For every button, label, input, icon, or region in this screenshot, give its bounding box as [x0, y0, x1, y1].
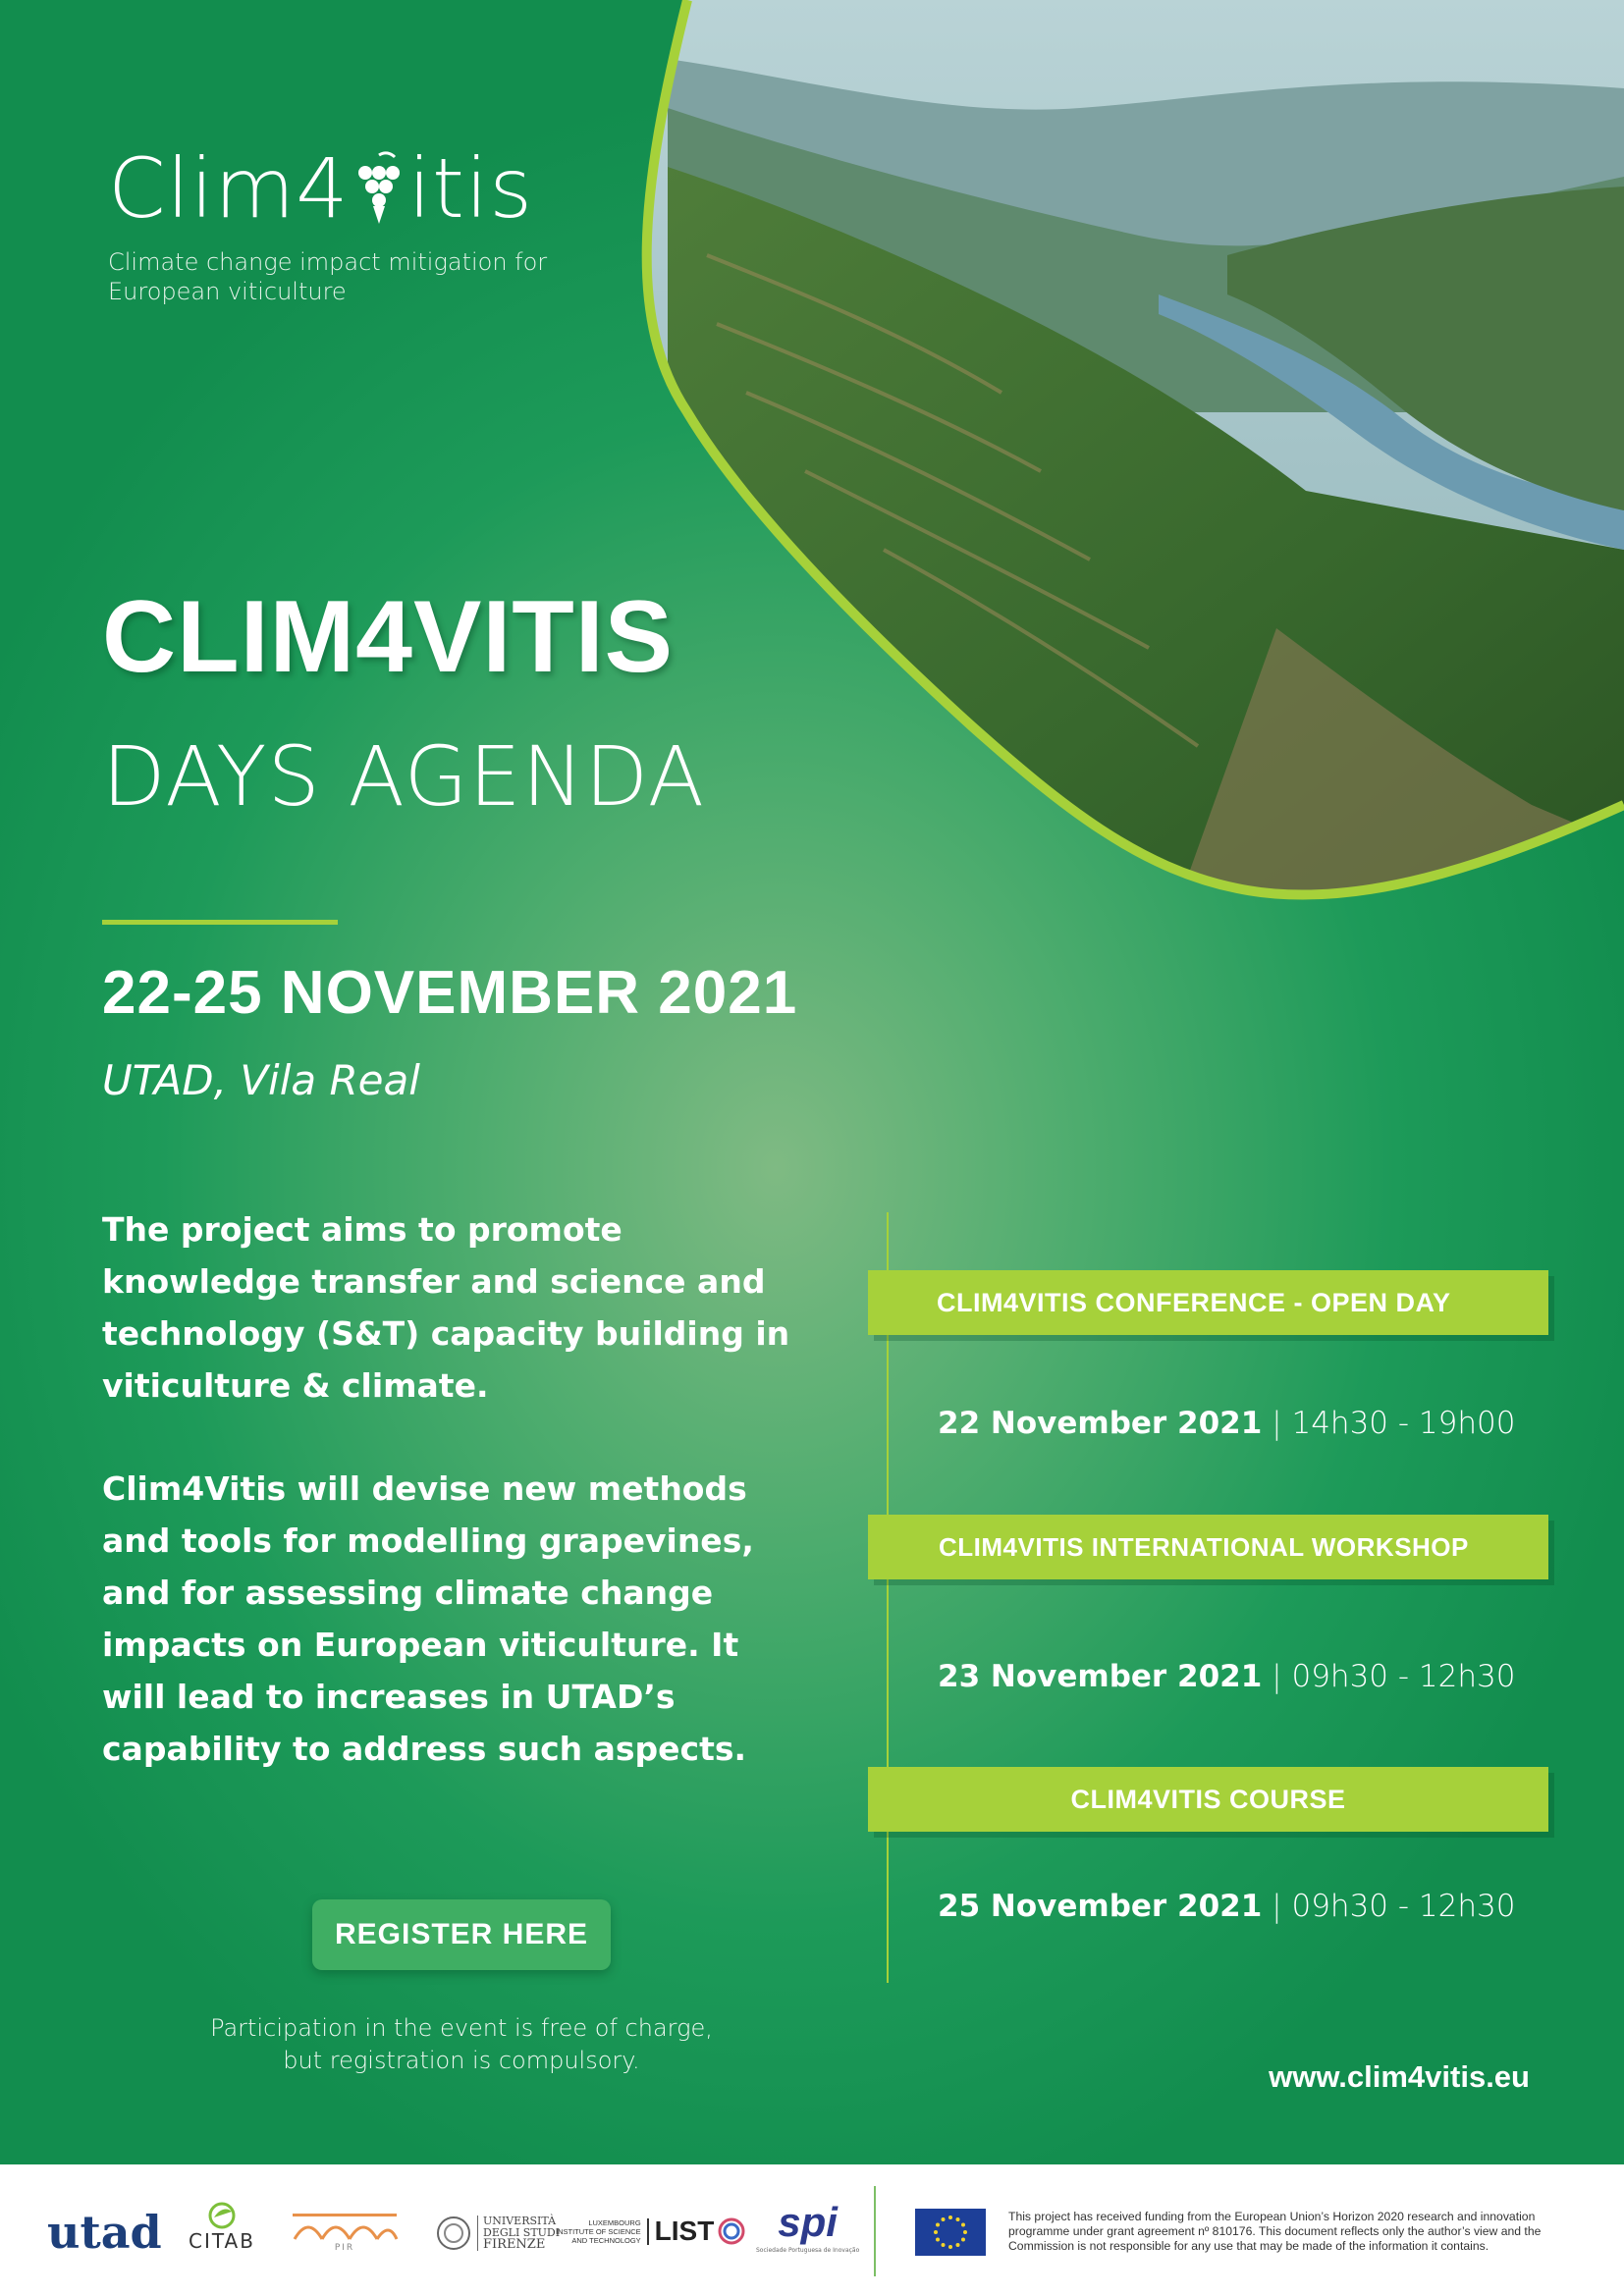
- unifi-seal-icon: [436, 2216, 471, 2251]
- logo-wordmark: [108, 140, 569, 237]
- agenda-date-workshop: [938, 1659, 1515, 1694]
- agenda-time: 14h30 - 19h00: [1291, 1406, 1516, 1441]
- eu-star-icon: [942, 2243, 946, 2247]
- citab-leaf-icon: [204, 2202, 240, 2229]
- eu-star-icon: [961, 2238, 965, 2242]
- agenda-time: 09h30 - 12h30: [1291, 1889, 1516, 1924]
- unifi-line: DEGLI STUDI: [483, 2226, 561, 2239]
- list-line: LUXEMBOURG: [588, 2217, 641, 2227]
- list-label: LIST: [654, 2216, 715, 2246]
- eu-star-icon: [948, 2245, 952, 2249]
- utad-logo: utad: [47, 2206, 162, 2259]
- pir-logo: [291, 2210, 399, 2253]
- unifi-line: UNIVERSITÀ: [483, 2215, 557, 2227]
- event-dates: 22-25 NOVEMBER 2021: [102, 959, 798, 1027]
- logo-tagline: Climate change impact mitigation for European viticulture: [108, 248, 548, 305]
- agenda-time: 09h30 - 12h30: [1291, 1659, 1516, 1694]
- event-venue: UTAD, Vila Real: [102, 1056, 420, 1104]
- agenda-date-conference: [938, 1406, 1515, 1441]
- register-button[interactable]: REGISTER HERE: [312, 1899, 611, 1970]
- agenda-banner-conference: CLIM4VITIS CONFERENCE - OPEN DAY: [868, 1270, 1548, 1335]
- footer: [0, 2164, 1624, 2296]
- unifi-logo: [436, 2216, 560, 2251]
- logo-word-left: Clim4: [108, 140, 350, 237]
- page-title: CLIM4VITIS: [102, 580, 675, 694]
- registration-note: Participation in the event is free of charge, but registration is compulsory.: [210, 2014, 713, 2074]
- agenda-separator: |: [1272, 1889, 1282, 1924]
- clim4vitis-logo: [108, 140, 569, 306]
- description-paragraph: Clim4Vitis will devise new methods and tools for modelling grapevines, and for assessing climate change impacts on European viticulture. It will lead to increases in UTAD’s capability to address such aspects.: [102, 1469, 754, 1768]
- pir-label: PIR: [334, 2243, 355, 2253]
- citab-label: CITAB: [189, 2229, 255, 2253]
- eu-funding-disclaimer: This project has received funding from the European Union’s Horizon 2020 research and innovation programme under grant agreement nº 810176. This document reflects only the author’s view and the Commission is not responsible for any use that may be made of the information it contains.: [1008, 2210, 1542, 2253]
- agenda-banner-workshop: CLIM4VITIS INTERNATIONAL WORKSHOP: [868, 1515, 1548, 1579]
- eu-star-icon: [936, 2223, 940, 2227]
- agenda-date-course: [938, 1889, 1515, 1924]
- list-text: [556, 2218, 649, 2245]
- agenda-date: 25 November 2021: [938, 1889, 1263, 1924]
- eu-star-icon: [948, 2216, 952, 2219]
- eu-star-icon: [961, 2223, 965, 2227]
- website-link[interactable]: www.clim4vitis.eu: [1269, 2059, 1530, 2094]
- unifi-line: FIRENZE: [483, 2237, 546, 2252]
- citab-logo: [185, 2202, 259, 2253]
- agenda-banner-course: CLIM4VITIS COURSE: [868, 1767, 1548, 1832]
- agenda-date: 23 November 2021: [938, 1659, 1263, 1694]
- spi-caption: Sociedade Portuguesa de Inovação: [756, 2247, 860, 2254]
- title-divider: [102, 920, 338, 925]
- eu-star-icon: [942, 2217, 946, 2221]
- list-line: AND TECHNOLOGY: [571, 2235, 641, 2245]
- eu-star-icon: [963, 2230, 967, 2234]
- intro-paragraph: The project aims to promote knowledge transfer and science and technology (S&T) capacity building in viticulture & climate.: [102, 1210, 790, 1405]
- eu-star-icon: [934, 2230, 938, 2234]
- eu-star-icon: [956, 2217, 960, 2221]
- footer-divider: [874, 2186, 876, 2276]
- grape-icon: [352, 149, 406, 228]
- pir-bridge-icon: [291, 2210, 399, 2243]
- agenda-separator: |: [1272, 1659, 1282, 1694]
- agenda-separator: |: [1272, 1406, 1282, 1441]
- logo-word-right: itis: [407, 140, 533, 237]
- unifi-text: [477, 2216, 560, 2251]
- spi-logo: [756, 2199, 860, 2254]
- list-logo: [556, 2216, 747, 2247]
- page-subtitle: DAYS AGENDA: [102, 728, 706, 825]
- list-line: INSTITUTE OF SCIENCE: [556, 2226, 641, 2236]
- spi-label: spi: [778, 2199, 838, 2245]
- eu-star-icon: [936, 2238, 940, 2242]
- eu-star-icon: [956, 2243, 960, 2247]
- agenda-date: 22 November 2021: [938, 1406, 1263, 1441]
- list-ring-icon: [716, 2216, 747, 2247]
- eu-flag-icon: [915, 2209, 986, 2256]
